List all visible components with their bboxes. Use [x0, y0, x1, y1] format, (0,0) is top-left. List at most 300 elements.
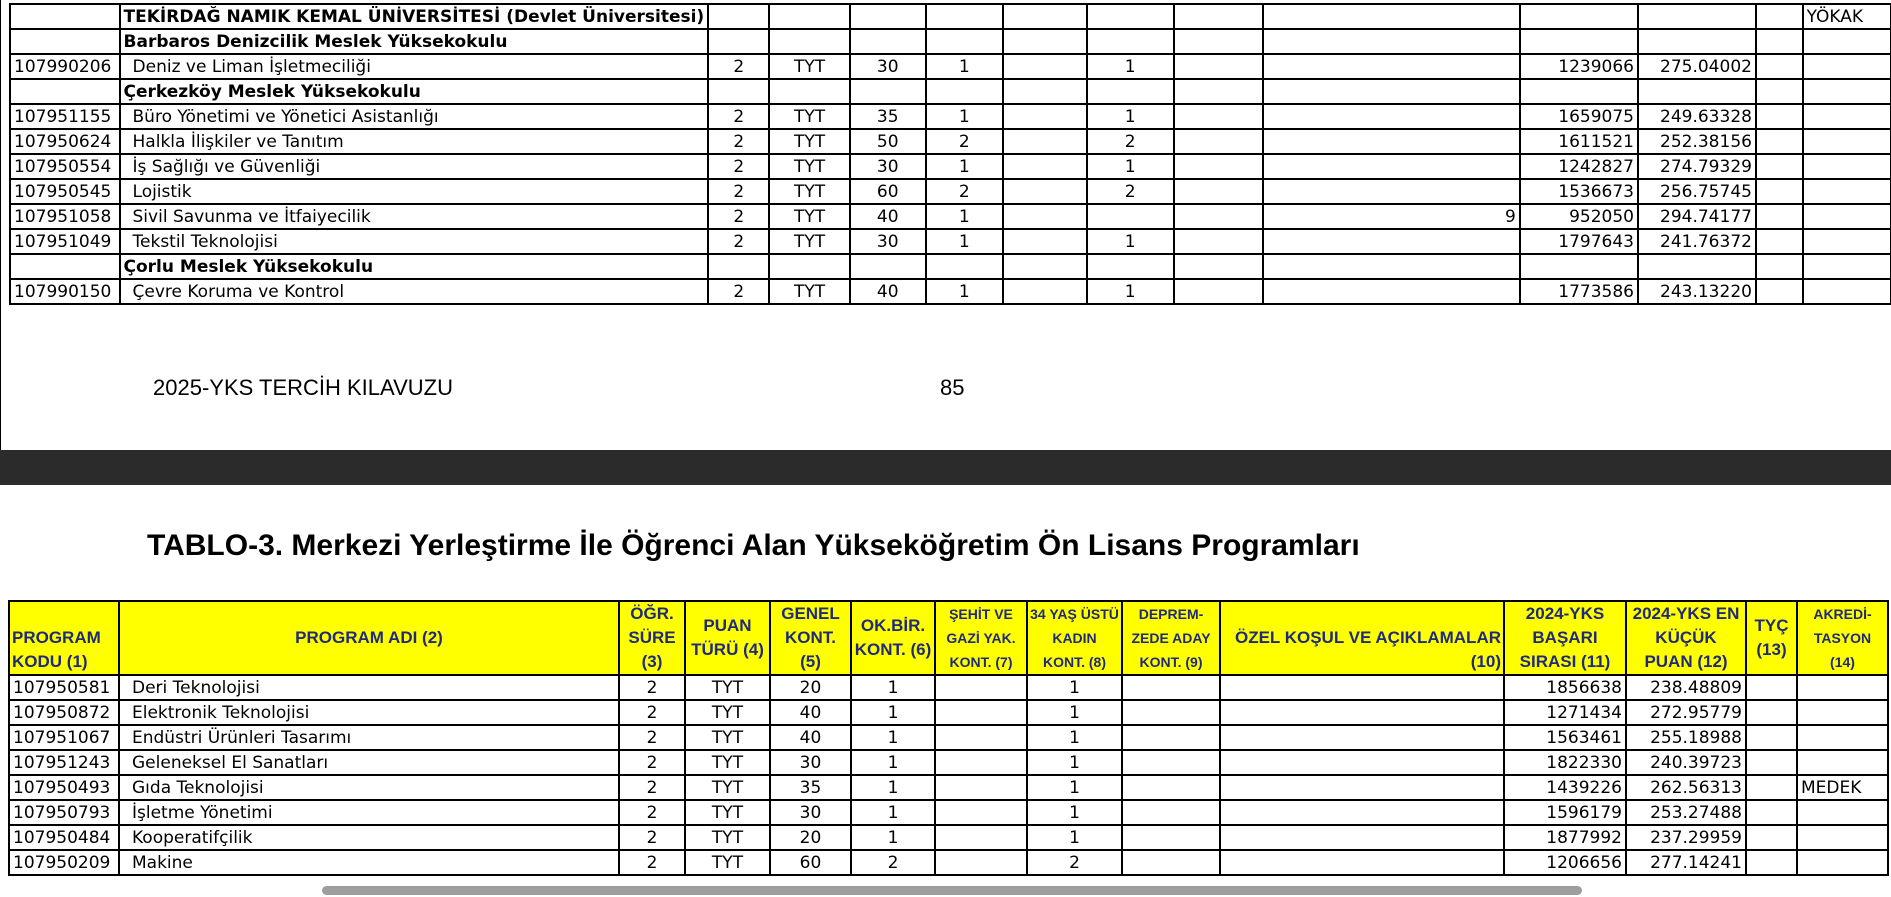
empty-cell [1087, 4, 1174, 29]
martyr-veteran-quota-cell [1003, 54, 1087, 79]
empty-cell [708, 29, 769, 54]
accreditation-cell [1797, 750, 1888, 775]
special-conditions-cell [1220, 675, 1504, 700]
header-women-over-34-quota: 34 YAŞ ÜSTÜ KADIN KONT. (8) [1027, 601, 1122, 675]
program-row [9, 675, 1888, 700]
program-name-cell: Endüstri Ürünleri Tasarımı [119, 725, 619, 750]
program-name-cell: Deri Teknolojisi [119, 675, 619, 700]
success-rank-cell: 1271434 [1504, 700, 1626, 725]
duration-cell: 2 [619, 850, 685, 875]
score-type-cell: TYT [769, 204, 849, 229]
header-special-conditions: ÖZEL KOŞUL VE AÇIKLAMALAR (10) [1220, 601, 1504, 675]
footer-guide-title: 2025-YKS TERCİH KILAVUZU [153, 375, 453, 400]
earthquake-quota-cell [1174, 279, 1263, 304]
faculty-name: Çerkezköy Meslek Yüksekokulu [120, 79, 709, 104]
earthquake-quota-cell [1122, 800, 1220, 825]
min-score-cell: 256.75745 [1638, 179, 1756, 204]
empty-cell [1087, 254, 1174, 279]
general-quota-cell: 60 [850, 179, 926, 204]
success-rank-cell: 1856638 [1504, 675, 1626, 700]
score-type-cell: TYT [685, 675, 770, 700]
empty-cell [850, 254, 926, 279]
program-name-cell: Çevre Koruma ve Kontrol [120, 279, 709, 304]
tyc-cell [1756, 104, 1803, 129]
women-over-34-quota-cell: 1 [1027, 750, 1122, 775]
accreditation-cell [1797, 700, 1888, 725]
duration-cell: 2 [619, 825, 685, 850]
program-code-cell: 107950872 [9, 700, 119, 725]
empty-cell [1756, 29, 1803, 54]
earthquake-quota-cell [1122, 725, 1220, 750]
general-quota-cell: 40 [850, 204, 926, 229]
accreditation-cell [1803, 79, 1891, 104]
empty-code-cell [10, 254, 120, 279]
success-rank-cell: 1439226 [1504, 775, 1626, 800]
special-conditions-cell [1263, 129, 1520, 154]
program-row [10, 179, 1891, 204]
empty-cell [769, 79, 849, 104]
header-tyc: TYÇ (13) [1746, 601, 1797, 675]
faculty-row [10, 254, 1891, 279]
women-over-34-quota-cell: 1 [1027, 775, 1122, 800]
success-rank-cell: 1206656 [1504, 850, 1626, 875]
tyc-cell [1756, 204, 1803, 229]
empty-code-cell [10, 79, 120, 104]
empty-cell [1174, 254, 1263, 279]
empty-cell [1756, 79, 1803, 104]
empty-cell [1003, 4, 1087, 29]
program-name-cell: Elektronik Teknolojisi [119, 700, 619, 725]
top-student-quota-cell: 2 [926, 179, 1003, 204]
martyr-veteran-quota-cell [1003, 179, 1087, 204]
martyr-veteran-quota-cell [1003, 154, 1087, 179]
empty-cell [926, 29, 1003, 54]
header-accreditation: AKREDİ-TASYON (14) [1797, 601, 1888, 675]
success-rank-cell: 1239066 [1520, 54, 1638, 79]
special-conditions-cell [1220, 700, 1504, 725]
special-conditions-cell [1263, 54, 1520, 79]
program-row [10, 54, 1891, 79]
empty-cell [1756, 4, 1803, 29]
program-code-cell: 107951243 [9, 750, 119, 775]
program-code-cell: 107950493 [9, 775, 119, 800]
accreditation-cell [1803, 179, 1891, 204]
empty-cell [1263, 4, 1520, 29]
min-score-cell: 237.29959 [1626, 825, 1746, 850]
empty-cell [1263, 254, 1520, 279]
general-quota-cell: 40 [770, 700, 851, 725]
general-quota-cell: 20 [770, 675, 851, 700]
duration-cell: 2 [619, 750, 685, 775]
horizontal-scrollbar[interactable] [322, 886, 1582, 895]
program-name-cell: Deniz ve Liman İşletmeciliği [120, 54, 709, 79]
program-row [9, 850, 1888, 875]
tyc-cell [1756, 54, 1803, 79]
empty-cell [1087, 29, 1174, 54]
score-type-cell: TYT [685, 775, 770, 800]
martyr-veteran-quota-cell [1003, 129, 1087, 154]
women-over-34-quota-cell: 1 [1087, 229, 1174, 254]
empty-cell [1638, 79, 1756, 104]
success-rank-cell: 1536673 [1520, 179, 1638, 204]
special-conditions-cell [1263, 179, 1520, 204]
earthquake-quota-cell [1122, 825, 1220, 850]
accreditation-cell [1803, 29, 1891, 54]
accreditation-cell [1803, 229, 1891, 254]
program-name-cell: Kooperatifçilik [119, 825, 619, 850]
top-student-quota-cell: 1 [851, 700, 935, 725]
empty-cell [708, 79, 769, 104]
program-row [9, 775, 1888, 800]
program-code-cell: 107990206 [10, 54, 120, 79]
duration-cell: 2 [619, 700, 685, 725]
table-header-row [9, 601, 1888, 675]
empty-cell [1520, 4, 1638, 29]
duration-cell: 2 [708, 279, 769, 304]
top-student-quota-cell: 2 [851, 850, 935, 875]
earthquake-quota-cell [1174, 204, 1263, 229]
document-page-86 [0, 485, 1891, 897]
women-over-34-quota-cell: 1 [1027, 700, 1122, 725]
empty-cell [850, 4, 926, 29]
program-row [9, 825, 1888, 850]
top-student-quota-cell: 1 [851, 825, 935, 850]
score-type-cell: TYT [769, 54, 849, 79]
special-conditions-cell [1220, 725, 1504, 750]
general-quota-cell: 50 [850, 129, 926, 154]
score-type-cell: TYT [769, 179, 849, 204]
accreditation-cell: YÖKAK [1803, 4, 1891, 29]
header-program-code: PROGRAM KODU (1) [9, 601, 119, 675]
empty-cell [708, 4, 769, 29]
martyr-veteran-quota-cell [935, 750, 1027, 775]
empty-cell [1638, 4, 1756, 29]
program-code-cell: 107951067 [9, 725, 119, 750]
header-general-quota: GENEL KONT. (5) [770, 601, 851, 675]
duration-cell: 2 [708, 179, 769, 204]
empty-cell [1263, 79, 1520, 104]
accreditation-cell [1797, 800, 1888, 825]
earthquake-quota-cell [1122, 700, 1220, 725]
program-row [10, 229, 1891, 254]
program-code-cell: 107951049 [10, 229, 120, 254]
general-quota-cell: 30 [850, 154, 926, 179]
header-score-type: PUAN TÜRÜ (4) [685, 601, 770, 675]
martyr-veteran-quota-cell [935, 800, 1027, 825]
tyc-cell [1746, 675, 1797, 700]
program-code-cell: 107950581 [9, 675, 119, 700]
program-code-cell: 107951155 [10, 104, 120, 129]
score-type-cell: TYT [685, 825, 770, 850]
success-rank-cell: 1659075 [1520, 104, 1638, 129]
earthquake-quota-cell [1174, 104, 1263, 129]
special-conditions-cell [1220, 750, 1504, 775]
score-type-cell: TYT [769, 279, 849, 304]
program-code-cell: 107950545 [10, 179, 120, 204]
header-earthquake-quota: DEPREM-ZEDE ADAY KONT. (9) [1122, 601, 1220, 675]
empty-code-cell [10, 4, 120, 29]
accreditation-cell [1803, 254, 1891, 279]
earthquake-quota-cell [1122, 675, 1220, 700]
top-student-quota-cell: 2 [926, 129, 1003, 154]
women-over-34-quota-cell: 2 [1087, 179, 1174, 204]
program-code-cell: 107990150 [10, 279, 120, 304]
duration-cell: 2 [708, 204, 769, 229]
score-type-cell: TYT [769, 154, 849, 179]
women-over-34-quota-cell: 1 [1027, 825, 1122, 850]
general-quota-cell: 30 [850, 54, 926, 79]
women-over-34-quota-cell [1087, 204, 1174, 229]
women-over-34-quota-cell: 1 [1027, 675, 1122, 700]
top-student-quota-cell: 1 [851, 800, 935, 825]
university-name: TEKİRDAĞ NAMIK KEMAL ÜNİVERSİTESİ (Devlet Üniversitesi) [120, 4, 709, 29]
accreditation-cell [1803, 154, 1891, 179]
program-row [9, 800, 1888, 825]
tyc-cell [1746, 725, 1797, 750]
top-student-quota-cell: 1 [851, 775, 935, 800]
general-quota-cell: 30 [770, 800, 851, 825]
women-over-34-quota-cell: 2 [1087, 129, 1174, 154]
score-type-cell: TYT [685, 750, 770, 775]
duration-cell: 2 [708, 229, 769, 254]
success-rank-cell: 1596179 [1504, 800, 1626, 825]
page-separator [0, 450, 1891, 485]
earthquake-quota-cell [1174, 129, 1263, 154]
min-score-cell: 252.38156 [1638, 129, 1756, 154]
tyc-cell [1746, 700, 1797, 725]
header-success-rank: 2024-YKS BAŞARI SIRASI (11) [1504, 601, 1626, 675]
accreditation-cell [1797, 825, 1888, 850]
min-score-cell: 243.13220 [1638, 279, 1756, 304]
special-conditions-cell: 9 [1263, 204, 1520, 229]
program-name-cell: İşletme Yönetimi [119, 800, 619, 825]
min-score-cell: 275.04002 [1638, 54, 1756, 79]
success-rank-cell: 1822330 [1504, 750, 1626, 775]
footer-page-number: 85 [940, 375, 965, 400]
empty-code-cell [10, 29, 120, 54]
martyr-veteran-quota-cell [1003, 104, 1087, 129]
program-row [9, 700, 1888, 725]
special-conditions-cell [1263, 229, 1520, 254]
score-type-cell: TYT [769, 229, 849, 254]
program-table-page-85 [9, 3, 1891, 305]
tyc-cell [1756, 229, 1803, 254]
general-quota-cell: 30 [770, 750, 851, 775]
min-score-cell: 241.76372 [1638, 229, 1756, 254]
women-over-34-quota-cell: 1 [1027, 725, 1122, 750]
empty-cell [1174, 4, 1263, 29]
top-student-quota-cell: 1 [926, 54, 1003, 79]
earthquake-quota-cell [1174, 229, 1263, 254]
score-type-cell: TYT [685, 850, 770, 875]
special-conditions-cell [1220, 850, 1504, 875]
general-quota-cell: 30 [850, 229, 926, 254]
empty-cell [1638, 254, 1756, 279]
min-score-cell: 238.48809 [1626, 675, 1746, 700]
martyr-veteran-quota-cell [1003, 229, 1087, 254]
duration-cell: 2 [708, 104, 769, 129]
program-code-cell: 107950554 [10, 154, 120, 179]
min-score-cell: 274.79329 [1638, 154, 1756, 179]
empty-cell [1174, 79, 1263, 104]
special-conditions-cell [1263, 104, 1520, 129]
martyr-veteran-quota-cell [935, 675, 1027, 700]
header-top-student-quota: OK.BİR. KONT. (6) [851, 601, 935, 675]
program-row [10, 279, 1891, 304]
empty-cell [1520, 29, 1638, 54]
duration-cell: 2 [619, 800, 685, 825]
program-name-cell: Gıda Teknolojisi [119, 775, 619, 800]
general-quota-cell: 60 [770, 850, 851, 875]
accreditation-cell [1797, 675, 1888, 700]
score-type-cell: TYT [685, 725, 770, 750]
tyc-cell [1746, 775, 1797, 800]
min-score-cell: 294.74177 [1638, 204, 1756, 229]
earthquake-quota-cell [1122, 775, 1220, 800]
general-quota-cell: 40 [770, 725, 851, 750]
tyc-cell [1746, 750, 1797, 775]
success-rank-cell: 1563461 [1504, 725, 1626, 750]
empty-cell [1756, 254, 1803, 279]
min-score-cell: 255.18988 [1626, 725, 1746, 750]
special-conditions-cell [1220, 825, 1504, 850]
faculty-row [10, 79, 1891, 104]
min-score-cell: 272.95779 [1626, 700, 1746, 725]
success-rank-cell: 952050 [1520, 204, 1638, 229]
empty-cell [1520, 254, 1638, 279]
empty-cell [1087, 79, 1174, 104]
top-student-quota-cell: 1 [926, 154, 1003, 179]
program-name-cell: Makine [119, 850, 619, 875]
program-code-cell: 107950209 [9, 850, 119, 875]
martyr-veteran-quota-cell [935, 725, 1027, 750]
program-row [9, 725, 1888, 750]
general-quota-cell: 35 [850, 104, 926, 129]
program-name-cell: İş Sağlığı ve Güvenliği [120, 154, 709, 179]
women-over-34-quota-cell: 1 [1027, 800, 1122, 825]
score-type-cell: TYT [769, 129, 849, 154]
special-conditions-cell [1220, 775, 1504, 800]
accreditation-cell [1803, 104, 1891, 129]
header-martyr-veteran-quota: ŞEHİT VE GAZİ YAK. KONT. (7) [935, 601, 1027, 675]
earthquake-quota-cell [1122, 750, 1220, 775]
university-row [10, 4, 1891, 29]
tyc-cell [1756, 279, 1803, 304]
top-student-quota-cell: 1 [926, 279, 1003, 304]
top-student-quota-cell: 1 [926, 104, 1003, 129]
program-code-cell: 107951058 [10, 204, 120, 229]
faculty-name: Çorlu Meslek Yüksekokulu [120, 254, 709, 279]
success-rank-cell: 1242827 [1520, 154, 1638, 179]
top-student-quota-cell: 1 [851, 725, 935, 750]
program-name-cell: Lojistik [120, 179, 709, 204]
martyr-veteran-quota-cell [935, 825, 1027, 850]
general-quota-cell: 20 [770, 825, 851, 850]
program-name-cell: Tekstil Teknolojisi [120, 229, 709, 254]
program-row [10, 154, 1891, 179]
general-quota-cell: 35 [770, 775, 851, 800]
accreditation-cell [1803, 54, 1891, 79]
martyr-veteran-quota-cell [935, 775, 1027, 800]
women-over-34-quota-cell: 1 [1087, 104, 1174, 129]
empty-cell [926, 254, 1003, 279]
empty-cell [1003, 29, 1087, 54]
program-name-cell: Halkla İlişkiler ve Tanıtım [120, 129, 709, 154]
empty-cell [1003, 79, 1087, 104]
program-row [9, 750, 1888, 775]
duration-cell: 2 [708, 154, 769, 179]
accreditation-cell [1797, 850, 1888, 875]
program-code-cell: 107950793 [9, 800, 119, 825]
special-conditions-cell [1220, 800, 1504, 825]
empty-cell [769, 29, 849, 54]
empty-cell [926, 79, 1003, 104]
special-conditions-cell [1263, 154, 1520, 179]
duration-cell: 2 [619, 725, 685, 750]
success-rank-cell: 1773586 [1520, 279, 1638, 304]
tyc-cell [1756, 179, 1803, 204]
empty-cell [1003, 254, 1087, 279]
header-duration: ÖĞR. SÜRE (3) [619, 601, 685, 675]
success-rank-cell: 1877992 [1504, 825, 1626, 850]
min-score-cell: 253.27488 [1626, 800, 1746, 825]
header-program-name: PROGRAM ADI (2) [119, 601, 619, 675]
duration-cell: 2 [619, 675, 685, 700]
empty-cell [850, 29, 926, 54]
score-type-cell: TYT [769, 104, 849, 129]
top-student-quota-cell: 1 [851, 750, 935, 775]
empty-cell [1174, 29, 1263, 54]
women-over-34-quota-cell: 2 [1027, 850, 1122, 875]
success-rank-cell: 1797643 [1520, 229, 1638, 254]
women-over-34-quota-cell: 1 [1087, 154, 1174, 179]
empty-cell [1638, 29, 1756, 54]
accreditation-cell [1803, 129, 1891, 154]
program-name-cell: Geleneksel El Sanatları [119, 750, 619, 775]
program-code-cell: 107950624 [10, 129, 120, 154]
tyc-cell [1746, 825, 1797, 850]
martyr-veteran-quota-cell [1003, 279, 1087, 304]
score-type-cell: TYT [685, 800, 770, 825]
min-score-cell: 262.56313 [1626, 775, 1746, 800]
top-student-quota-cell: 1 [926, 229, 1003, 254]
accreditation-cell [1803, 279, 1891, 304]
score-type-cell: TYT [685, 700, 770, 725]
general-quota-cell: 40 [850, 279, 926, 304]
tyc-cell [1746, 800, 1797, 825]
empty-cell [926, 4, 1003, 29]
women-over-34-quota-cell: 1 [1087, 54, 1174, 79]
header-min-score: 2024-YKS EN KÜÇÜK PUAN (12) [1626, 601, 1746, 675]
duration-cell: 2 [708, 129, 769, 154]
program-row [10, 104, 1891, 129]
martyr-veteran-quota-cell [935, 700, 1027, 725]
accreditation-cell [1803, 204, 1891, 229]
table-title: TABLO-3. Merkezi Yerleştirme İle Öğrenci Alan Yükseköğretim Ön Lisans Programları [147, 529, 1360, 562]
empty-cell [769, 254, 849, 279]
accreditation-cell [1797, 725, 1888, 750]
empty-cell [1520, 79, 1638, 104]
earthquake-quota-cell [1174, 154, 1263, 179]
empty-cell [1263, 29, 1520, 54]
accreditation-cell: MEDEK [1797, 775, 1888, 800]
top-student-quota-cell: 1 [926, 204, 1003, 229]
earthquake-quota-cell [1122, 850, 1220, 875]
faculty-row [10, 29, 1891, 54]
earthquake-quota-cell [1174, 54, 1263, 79]
min-score-cell: 249.63328 [1638, 104, 1756, 129]
program-table-tablo-3 [8, 600, 1889, 876]
